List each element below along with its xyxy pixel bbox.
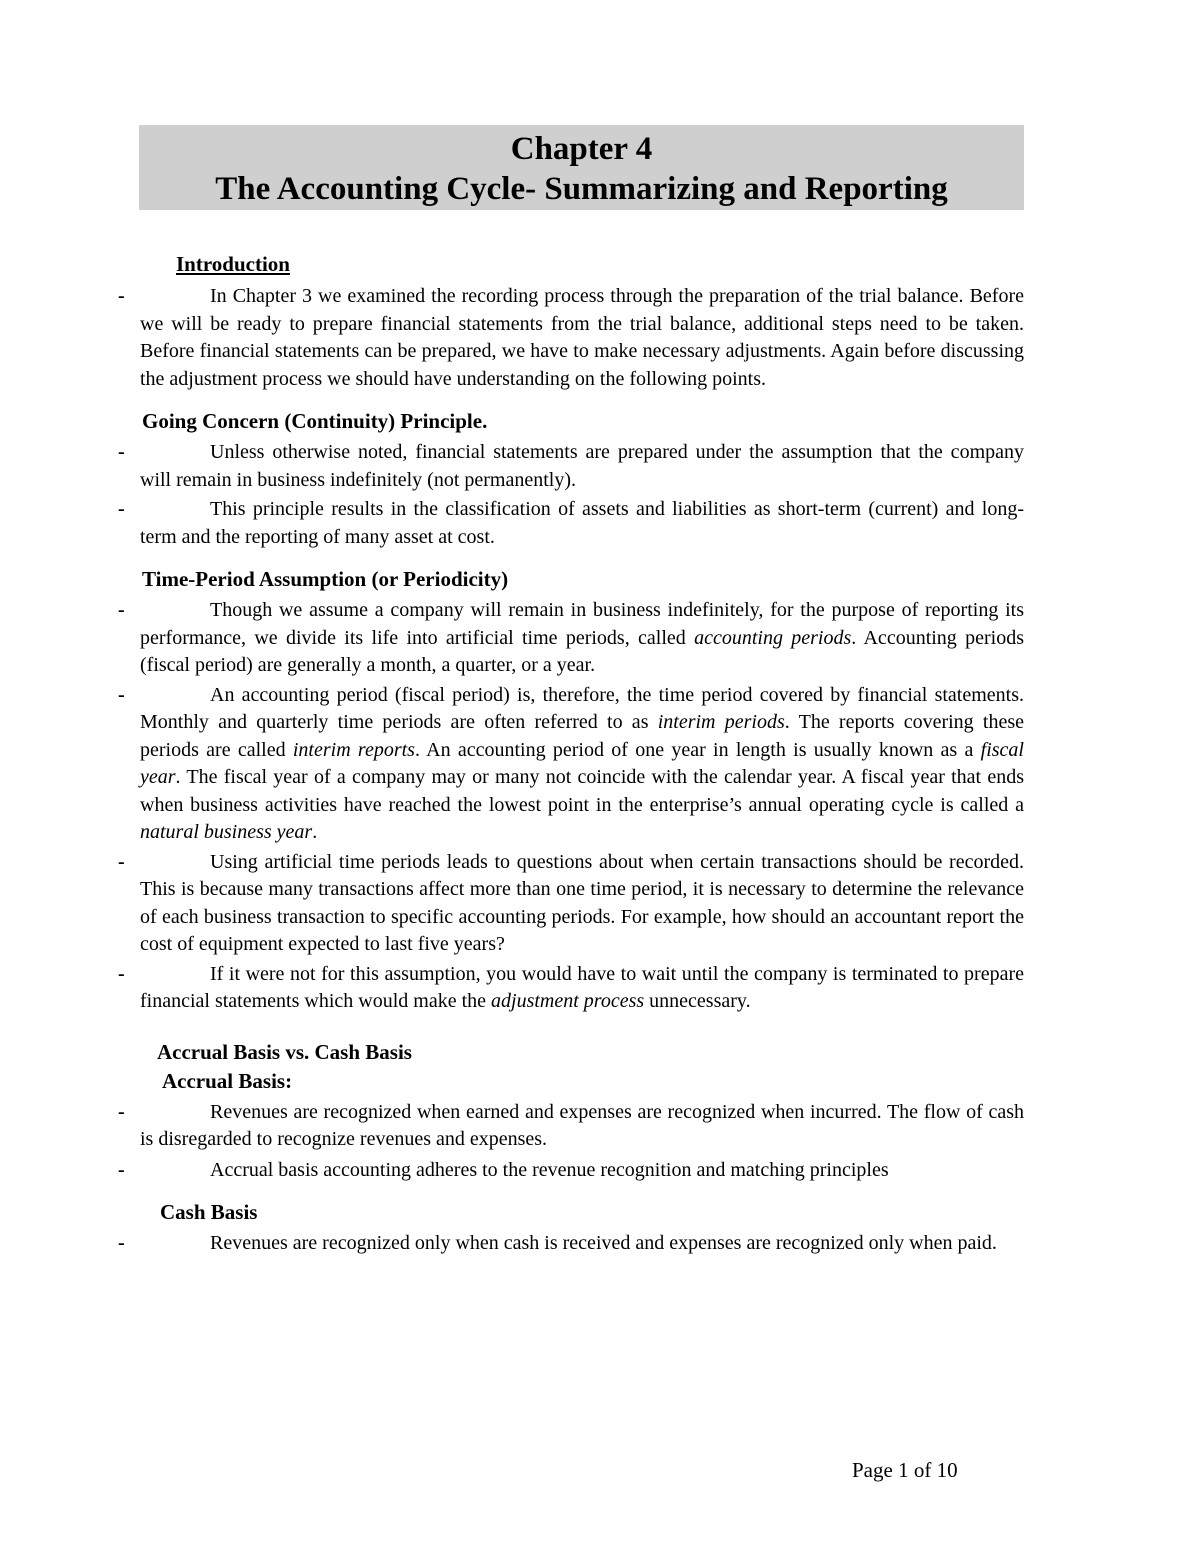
text-run: An accounting period (fiscal period) is, therefore, the time period covered by financial statements. Monthly and quarterly time periods are often referred to as [140,683,1024,733]
bullet-dash: - [118,441,125,463]
paragraph-text: Using artificial time periods leads to questions about when certain transactions should be recorded. This is because many transactions affect more than one time period, it is necessary to determine the relevance of each business transaction to specific accounting periods. For example, how should an accountant report the cost of equipment expected to last five years? [140,850,1024,955]
bullet-dash: - [118,1158,125,1181]
paragraph-text [140,597,1024,680]
paragraph-time-period-1 [118,597,1024,680]
paragraph-text: Accrual basis accounting adheres to the revenue recognition and matching principles [210,1158,889,1181]
bullet-dash: - [118,599,125,621]
text-run: unnecessary. [644,990,751,1012]
text-run: . The reports covering these periods are called [140,711,1024,761]
paragraph-time-period-4 [118,961,1024,1016]
text-run: . An accounting period of one year in length is usually known as a [414,738,981,761]
subsection-heading-cash-basis: Cash Basis [160,1200,258,1224]
bullet-dash: - [118,683,125,706]
introduction-heading-text: Introduction [176,252,290,276]
paragraph-time-period-2 [118,682,1024,847]
document-body [118,250,1024,1258]
paragraph-text: This principle results in the classification of assets and liabilities as short-term (current) and long-term and the reporting of many asset at cost. [140,498,1024,548]
text-run: . The fiscal year of a company may or many not coincide with the calendar year. A fiscal year that ends when business activities have reached the lowest point in the enterprise’s annual operating cycle is called a [140,766,1024,816]
paragraph-text [140,961,1024,1016]
italic-term: adjustment process [491,990,645,1012]
bullet-dash: - [118,498,125,520]
bullet-dash: - [118,850,125,873]
italic-term: interim periods [657,711,785,733]
section-heading-introduction [176,250,1024,278]
bullet-dash: - [118,962,125,985]
paragraph-cash-1 [118,1230,1024,1258]
paragraph-going-concern-1 [118,439,1024,494]
paragraph-accrual-2 [118,1157,1024,1185]
italic-term: interim reports [292,738,415,761]
text-run: . [312,821,318,843]
paragraph-introduction [118,283,1024,393]
chapter-number: Chapter 4 [510,131,653,167]
italic-term: natural business year [140,821,313,843]
paragraph-text: Revenues are recognized only when cash is received and expenses are recognized only when paid. [210,1232,997,1254]
bullet-dash: - [118,1232,125,1254]
paragraph-time-period-3 [118,849,1024,959]
chapter-title-banner [139,125,1024,210]
text-run: If it were not for this assumption, you would have to wait until the company is terminated to prepare financial statements which would make the [140,962,1024,1012]
text-run: . Accounting periods (fiscal period) are generally a month, a quarter, or a year. [140,626,1024,676]
text-run: Though we assume a company will remain in business indefinitely, for the purpose of reporting its performance, we divide its life into artificial time periods, called [140,599,1024,649]
paragraph-going-concern-2 [118,496,1024,551]
paragraph-accrual-1 [118,1099,1024,1154]
page-number: Page 1 of 10 [852,1458,958,1482]
bullet-dash: - [118,1100,125,1123]
paragraph-text: In Chapter 3 we examined the recording process through the preparation of the trial balance. Before we will be ready to prepare financial statements from the trial balance, additional steps need to be taken. Before financial statements can be prepared, we have to make necessary adjustments. Again before discussing the adjustment process we should have understanding on the following points. [140,285,1024,390]
subsection-heading-accrual-basis: Accrual Basis: [162,1068,293,1093]
section-heading-accrual-vs-cash: Accrual Basis vs. Cash Basis [157,1039,412,1064]
paragraph-text [140,682,1024,847]
italic-term: accounting periods [694,626,852,649]
italic-term: fiscal year [140,738,1024,788]
paragraph-text: Unless otherwise noted, financial statements are prepared under the assumption that the company will remain in business indefinitely (not permanently). [140,441,1024,491]
bullet-dash: - [118,285,125,307]
paragraph-text: Revenues are recognized when earned and expenses are recognized when incurred. The flow of cash is disregarded to recognize revenues and expenses. [140,1100,1024,1150]
section-heading-going-concern: Going Concern (Continuity) Principle. [142,409,488,433]
chapter-title: The Accounting Cycle- Summarizing and Reporting [215,171,948,207]
section-heading-time-period: Time-Period Assumption (or Periodicity) [142,567,509,591]
